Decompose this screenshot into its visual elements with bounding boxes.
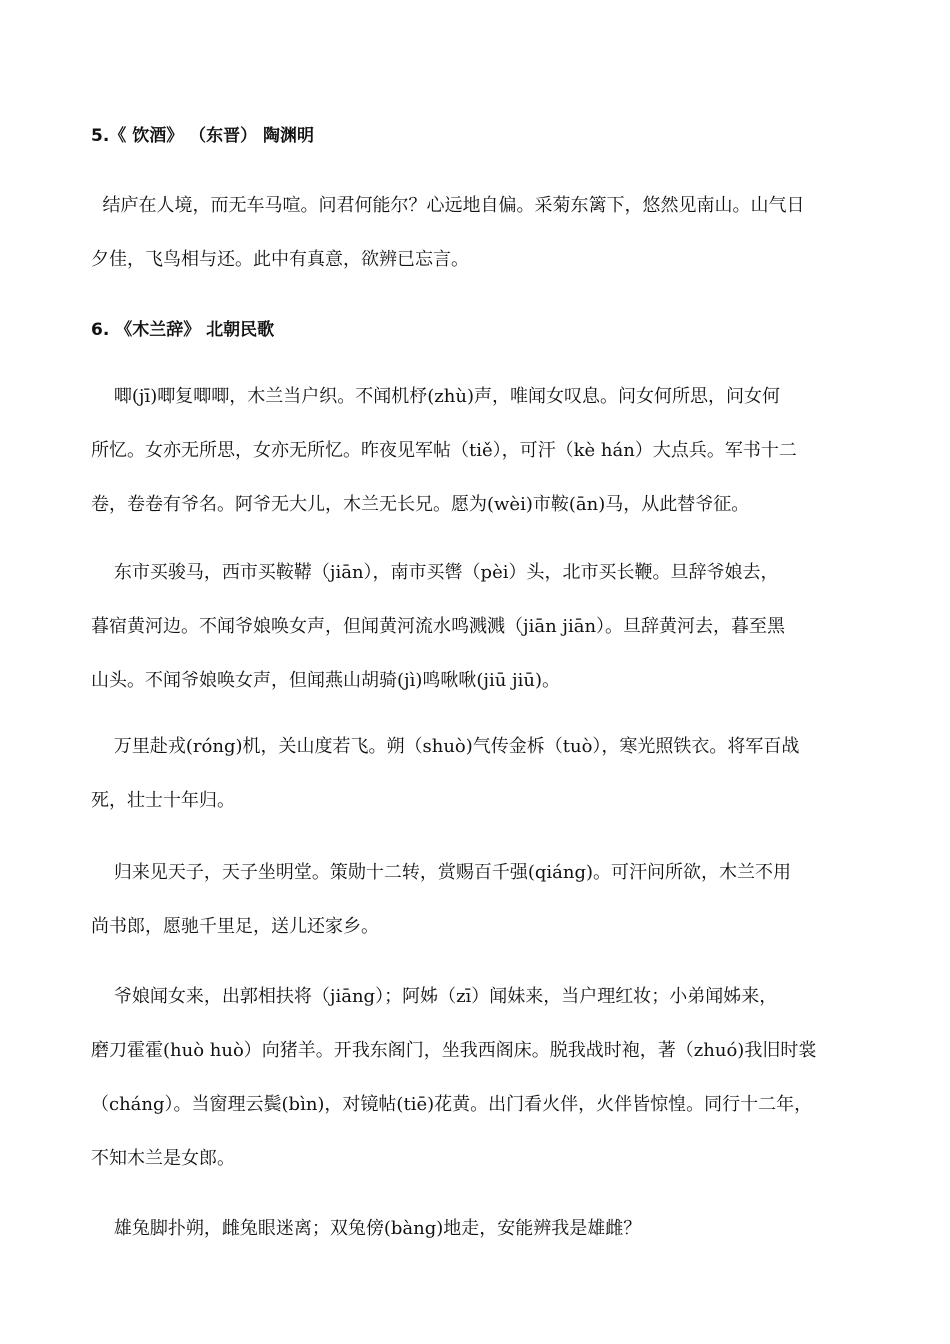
text-line: 归来见天子，天子坐明堂。策勋十二转，赏赐百千强(qiáng)。可汗问所欲，木兰不用 [91,862,792,883]
text-line: 爷娘闻女来，出郭相扶将（jiāng）；阿姊（zī）闻妹来，当户理红妆；小弟闻姊来， [91,986,778,1007]
text-line: 卷，卷卷有爷名。阿爷无大儿，木兰无长兄。愿为(wèi)市鞍(ān)马，从此替爷征。 [91,494,750,515]
poem-paragraph [91,1202,861,1256]
text-line: 不知木兰是女郎。 [91,1148,235,1169]
text-line: 雄兔脚扑朔，雌兔眼迷离；双兔傍(bàng)地走，安能辨我是雄雌？ [91,1218,642,1239]
text-line: 暮宿黄河边。不闻爷娘唤女声，但闻黄河流水鸣溅溅（jiān jiān）。旦辞黄河去，暮至黑 [91,616,786,637]
poem-paragraph [91,846,861,954]
poem-paragraph [91,370,861,532]
text-line: （cháng）。当窗理云鬓(bìn)，对镜帖(tiē)花黄。出门看火伴，火伴皆惊惶。同行十二年， [91,1094,813,1115]
poem-paragraph [91,720,861,828]
poem-paragraph [91,179,861,287]
text-line: 死，壮士十年归。 [91,790,235,811]
text-line: 万里赴戎(róng)机，关山度若飞。朔（shuò)气传金柝（tuò），寒光照铁衣。将军百战 [91,736,800,757]
text-line: 尚书郎，愿驰千里足，送儿还家乡。 [91,916,379,937]
text-line: 唧(jī)唧复唧唧，木兰当户织。不闻机杼(zhù)声，唯闻女叹息。问女何所思，问女何 [91,386,780,407]
text-line: 东市买骏马，西市买鞍鞯（jiān），南市买辔（pèi）头，北市买长鞭。旦辞爷娘去， [91,562,779,583]
poem-heading-mulanci: 6. 《木兰辞》 北朝民歌 [91,320,275,340]
poem-heading-yinjiu: 5.《 饮酒》 （东晋） 陶渊明 [91,126,315,146]
text-line: 磨刀霍霍(huò huò）向猪羊。开我东阁门，坐我西阁床。脱我战时袍，著（zhuó)我旧时裳 [91,1040,817,1061]
text-line: 夕佳，飞鸟相与还。此中有真意，欲辨已忘言。 [91,249,469,270]
poem-paragraph [91,546,861,708]
poem-paragraph [91,970,861,1186]
text-line: 所忆。女亦无所思，女亦无所忆。昨夜见军帖（tiě），可汗（kè hán）大点兵。军书十二 [91,440,797,461]
text-line: 山头。不闻爷娘唤女声，但闻燕山胡骑(jì)鸣啾啾(jiū jiū)。 [91,670,561,691]
text-line: 结庐在人境，而无车马喧。问君何能尔？心远地自偏。采菊东篱下，悠然见南山。山气日 [91,195,805,216]
